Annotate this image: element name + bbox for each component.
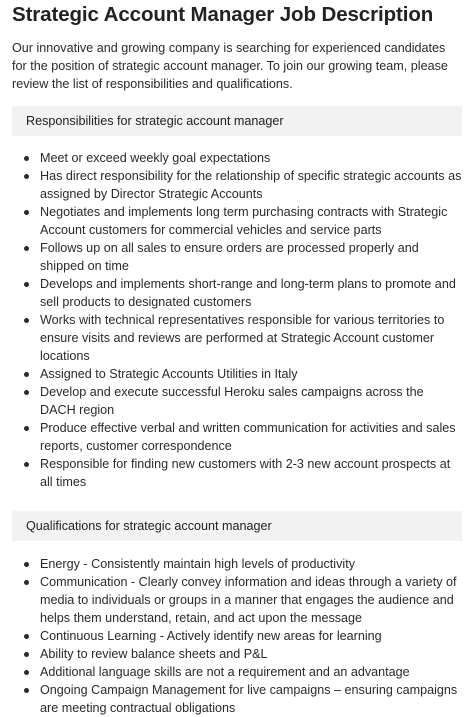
responsibility-item: Assigned to Strategic Accounts Utilities in Italy bbox=[12, 365, 462, 383]
bullet-dot bbox=[24, 282, 29, 287]
bullet-dot bbox=[24, 670, 29, 675]
responsibility-item: Meet or exceed weekly goal expectations bbox=[12, 149, 462, 167]
responsibility-item: Has direct responsibility for the relationship of specific strategic accounts as assigned by Director Strategic Accounts bbox=[12, 167, 462, 203]
bullet-dot bbox=[24, 210, 29, 215]
bullet-dot bbox=[24, 426, 29, 431]
bullet-dot bbox=[24, 390, 29, 395]
qualification-item: Communication - Clearly convey information and ideas through a variety of media to individuals or groups in a manner that engages the audience and helps them understand, retain, and act upon the message bbox=[12, 573, 462, 627]
qualification-item: Additional language skills are not a requirement and an advantage bbox=[12, 663, 462, 681]
bullet-dot bbox=[24, 688, 29, 693]
bullet-dot bbox=[24, 174, 29, 179]
bullet-dot bbox=[24, 462, 29, 467]
qualification-item: Energy - Consistently maintain high levels of productivity bbox=[12, 555, 462, 573]
responsibility-item: Follows up on all sales to ensure orders are processed properly and shipped on time bbox=[12, 239, 462, 275]
bullet-dot bbox=[24, 156, 29, 161]
responsibility-item: Negotiates and implements long term purchasing contracts with Strategic Account customers for commercial vehicles and service parts bbox=[12, 203, 462, 239]
qualification-item: Ongoing Campaign Management for live campaigns – ensuring campaigns are meeting contractual obligations bbox=[12, 681, 462, 717]
responsibility-item: Responsible for finding new customers with 2-3 new account prospects at all times bbox=[12, 455, 462, 491]
bullet-dot bbox=[24, 562, 29, 567]
responsibilities-list bbox=[12, 149, 462, 491]
qualification-item: Continuous Learning - Actively identify new areas for learning bbox=[12, 627, 462, 645]
responsibility-item: Works with technical representatives responsible for various territories to ensure visits and reviews are performed at Strategic Account customer locations bbox=[12, 311, 462, 365]
bullet-dot bbox=[24, 580, 29, 585]
bullet-dot bbox=[24, 246, 29, 251]
responsibility-item: Produce effective verbal and written communication for activities and sales reports, customer correspondence bbox=[12, 419, 462, 455]
bullet-dot bbox=[24, 318, 29, 323]
responsibilities-heading: Responsibilities for strategic account manager bbox=[12, 106, 462, 136]
qualifications-list bbox=[12, 555, 462, 717]
qualifications-heading: Qualifications for strategic account manager bbox=[12, 511, 462, 541]
bullet-dot bbox=[24, 634, 29, 639]
responsibility-item: Develop and execute successful Heroku sales campaigns across the DACH region bbox=[12, 383, 462, 419]
responsibility-item: Develops and implements short-range and long-term plans to promote and sell products to designated customers bbox=[12, 275, 462, 311]
page-title: Strategic Account Manager Job Description bbox=[12, 3, 434, 26]
intro-paragraph: Our innovative and growing company is searching for experienced candidates for the position of strategic account manager. To join our growing team, please review the list of responsibilities and qualifications. bbox=[12, 41, 448, 91]
qualification-item: Ability to review balance sheets and P&L bbox=[12, 645, 462, 663]
bullet-dot bbox=[24, 372, 29, 377]
bullet-dot bbox=[24, 652, 29, 657]
